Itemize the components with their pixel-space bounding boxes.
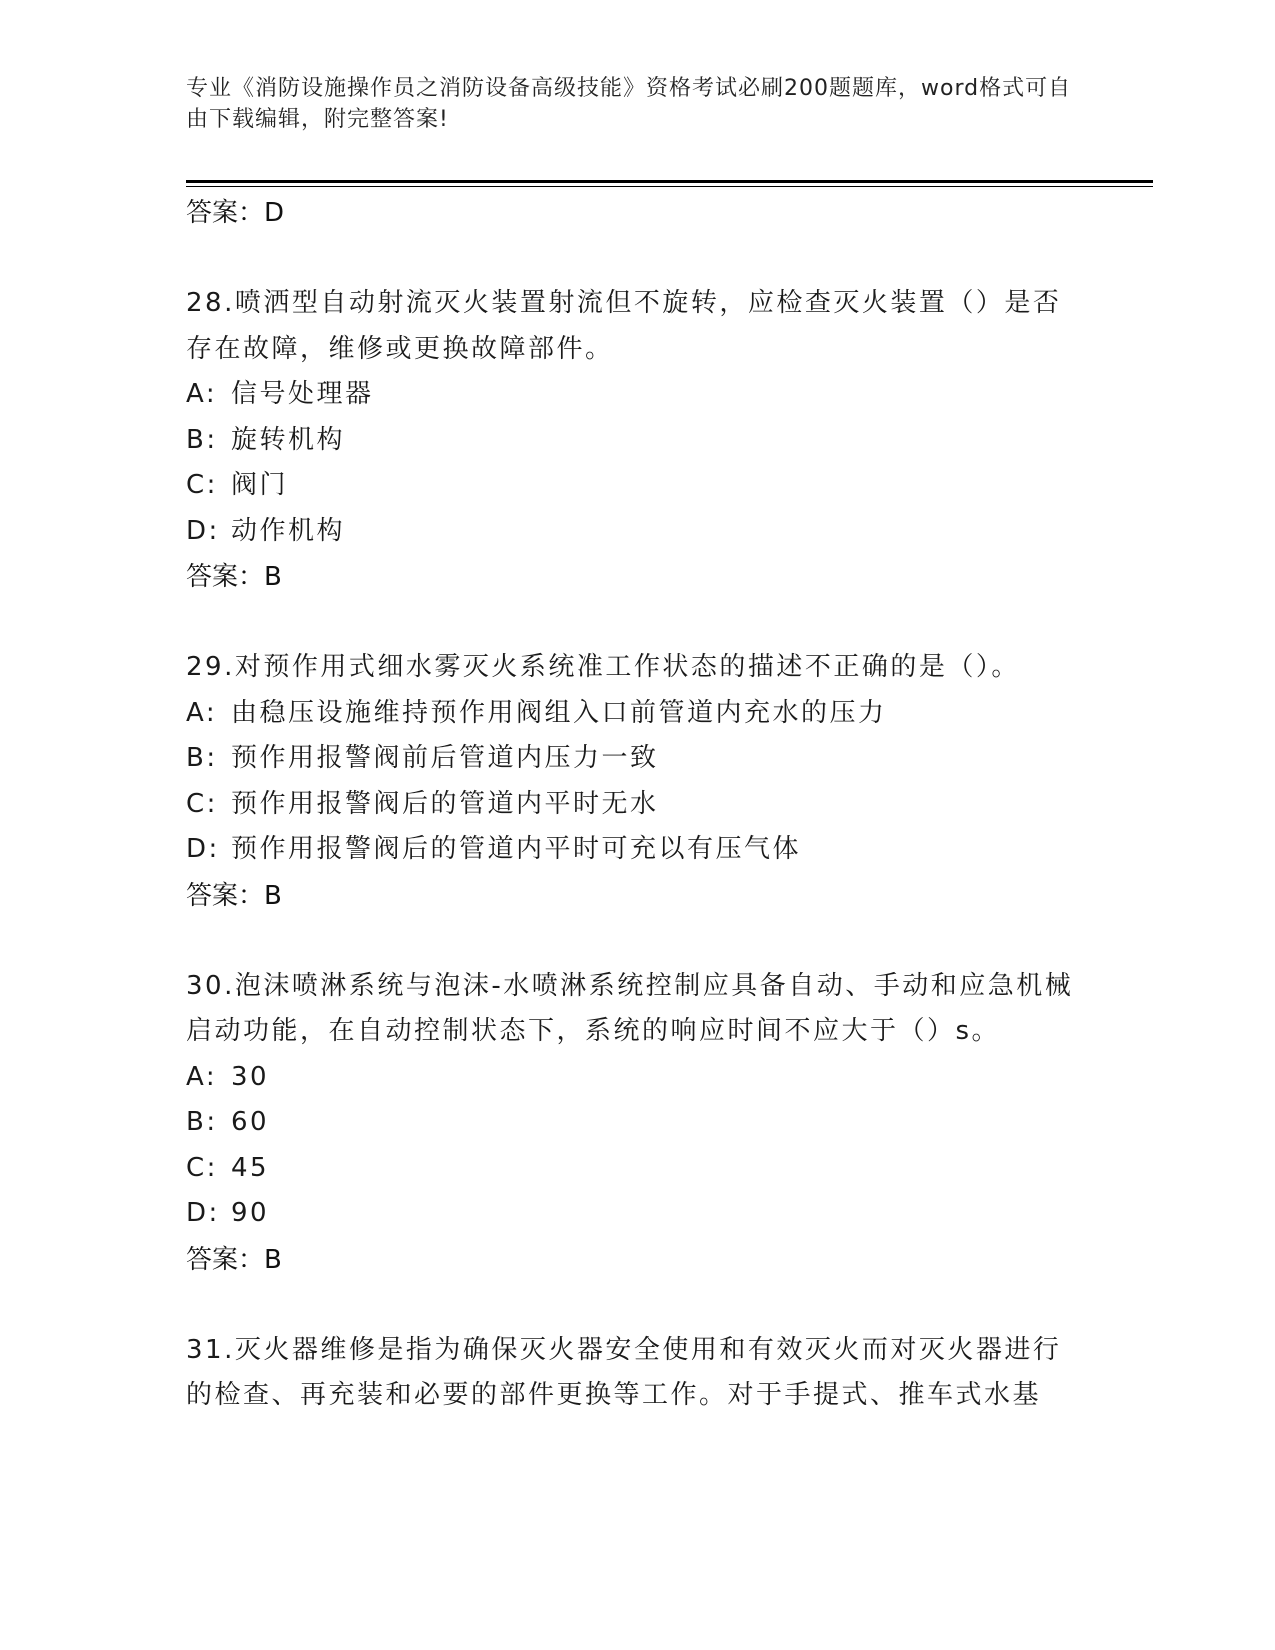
question-stem: 31.灭火器维修是指为确保灭火器安全使用和有效灭火而对灭火器进行的检查、再充装和必要的部件更换等工作。对于手提式、推车式水基 (186, 1334, 1062, 1410)
option-text: 30 (231, 1061, 270, 1092)
option-text: 信号处理器 (231, 379, 374, 409)
option-d (186, 1191, 1086, 1237)
option-text: 预作用报警阀后的管道内平时可充以有压气体 (231, 834, 802, 864)
document-header: 专业《消防设施操作员之消防设备高级技能》资格考试必刷200题题库，word格式可自由下载编辑，附完整答案! (186, 76, 1072, 132)
option-key: A: (186, 379, 218, 409)
option-key: C: (186, 470, 218, 500)
option-c (186, 782, 1086, 828)
question-30 (186, 964, 1086, 1283)
option-text: 45 (231, 1152, 270, 1183)
option-key: B: (186, 1107, 218, 1137)
option-text: 60 (231, 1107, 270, 1137)
question-29 (186, 645, 1086, 919)
question-31 (186, 1328, 1086, 1419)
question-stem: 28.喷洒型自动射流灭火装置射流但不旋转，应检查灭火装置（）是否存在故障，维修或更换故障部件。 (186, 288, 1062, 364)
header-rule-thin (186, 186, 1153, 187)
answer-line: 答案：D (186, 198, 285, 228)
option-key: C: (186, 788, 218, 819)
option-d (186, 827, 1086, 873)
option-text: 90 (231, 1198, 270, 1228)
document-body (186, 190, 1086, 1419)
answer-line: 答案：B (186, 562, 282, 592)
option-b (186, 736, 1086, 782)
option-b (186, 418, 1086, 464)
option-d (186, 509, 1086, 555)
answer-line: 答案：B (186, 880, 282, 911)
option-key: B: (186, 424, 218, 455)
option-key: D: (186, 1198, 220, 1228)
option-key: D: (186, 515, 220, 546)
option-c (186, 463, 1086, 509)
option-b (186, 1100, 1086, 1146)
option-key: C: (186, 1152, 218, 1183)
answer-line: 答案：B (186, 1244, 282, 1275)
option-text: 阀门 (231, 470, 289, 500)
option-text: 由稳压设施维持预作用阀组入口前管道内充水的压力 (231, 697, 887, 728)
option-text: 预作用报警阀后的管道内平时无水 (231, 788, 659, 819)
option-text: 动作机构 (231, 515, 346, 546)
question-stem: 30.泡沫喷淋系统与泡沫-水喷淋系统控制应具备自动、手动和应急机械启动功能，在自动控制状态下，系统的响应时间不应大于（）s。 (186, 970, 1074, 1046)
option-a (186, 1055, 1086, 1101)
option-text: 预作用报警阀前后管道内压力一致 (231, 743, 659, 773)
option-key: A: (186, 1061, 218, 1092)
option-text: 旋转机构 (231, 424, 346, 455)
option-a (186, 691, 1086, 737)
option-c (186, 1146, 1086, 1192)
option-key: D: (186, 834, 220, 864)
question-stem: 29.对预作用式细水雾灭火系统准工作状态的描述不正确的是（）。 (186, 652, 1020, 682)
option-key: B: (186, 743, 218, 773)
header-rule-thick (186, 180, 1153, 183)
option-key: A: (186, 697, 218, 728)
question-28 (186, 281, 1086, 600)
option-a (186, 372, 1086, 418)
